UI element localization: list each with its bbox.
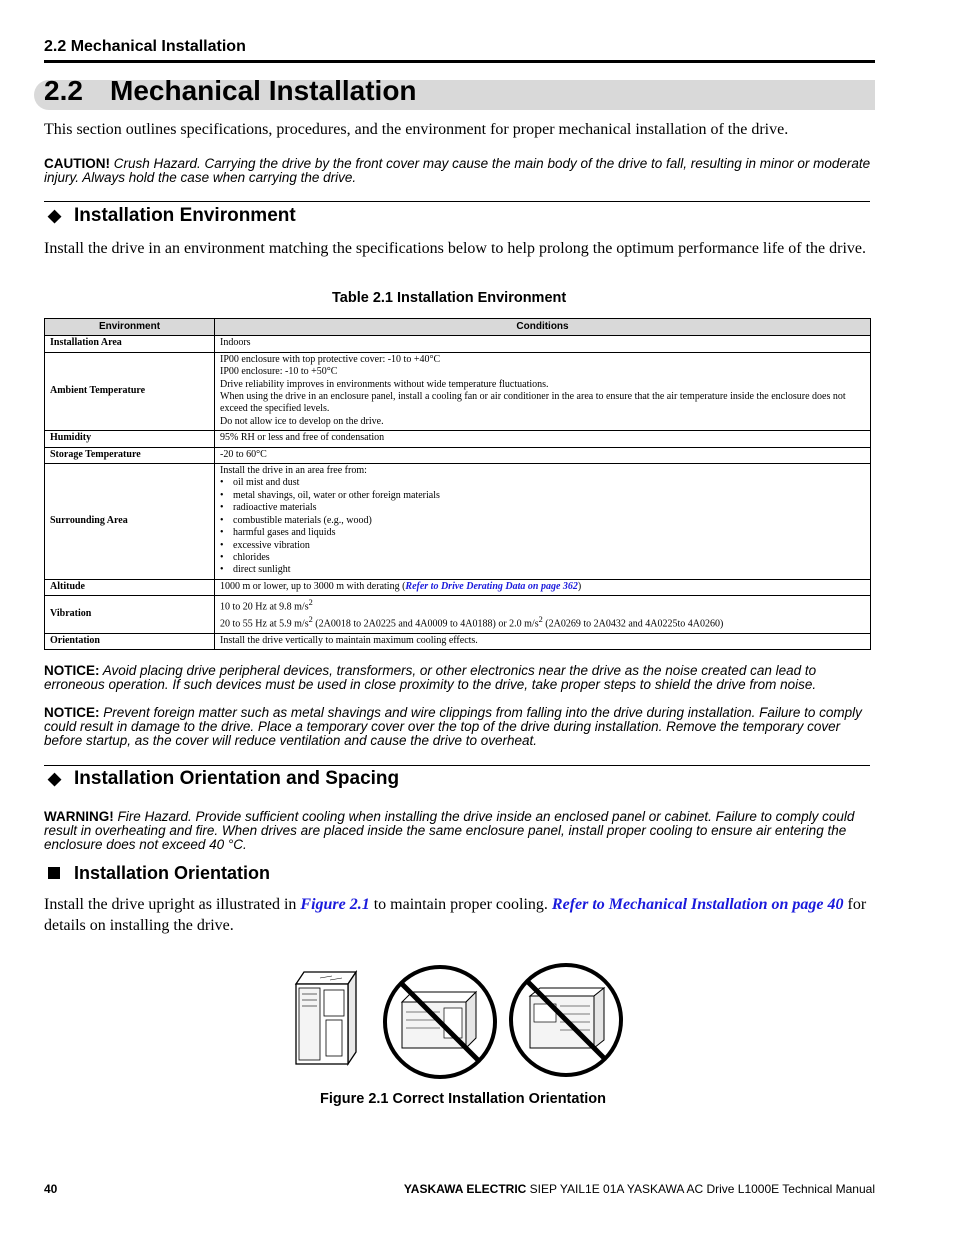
superscript: 2	[308, 614, 313, 624]
orientation-text-post: for details on installing the drive.	[44, 896, 867, 934]
section-title-env	[48, 205, 296, 227]
condition-line: 95% RH or less and free of condensation	[220, 432, 385, 444]
diamond-icon: ◆	[48, 769, 62, 788]
notice-label: NOTICE:	[44, 705, 100, 720]
table-row	[45, 464, 871, 580]
horizontal-drive-no-icon	[385, 967, 495, 1077]
altitude-text-pre: 1000 m or lower, up to 3000 m with derating (	[220, 580, 406, 592]
section-rule-orient	[44, 765, 870, 766]
table-row	[45, 431, 871, 447]
env-cell: Humidity	[45, 431, 215, 447]
mechanical-installation-link[interactable]: Refer to Mechanical Installation on page 40	[551, 896, 844, 913]
caution-label: CAUTION!	[44, 156, 110, 171]
caution-text: Crush Hazard. Carrying the drive by the front cover may cause the main body of the drive to fall, resulting in minor or moderate injury. Always hold the case when carrying the drive.	[44, 156, 871, 185]
table-header-row	[45, 319, 871, 336]
env-cell: Vibration	[45, 596, 215, 633]
notice-2	[44, 706, 874, 748]
condition-line: Indoors	[220, 337, 251, 349]
env-cell: Orientation	[45, 633, 215, 649]
diamond-icon: ◆	[48, 206, 62, 225]
conditions-cell	[215, 579, 871, 595]
bullet-item: • chlorides	[220, 552, 865, 564]
condition-line: IP00 enclosure: -10 to +50°C	[220, 366, 338, 378]
condition-line: Drive reliability improves in environments without wide temperature fluctuations.	[220, 378, 549, 390]
conditions-cell	[215, 596, 871, 633]
installation-environment-table	[44, 318, 871, 650]
orientation-text-pre: Install the drive upright as illustrated in	[44, 896, 301, 913]
conditions-cell	[215, 352, 871, 430]
footer-manual: SIEP YAIL1E 01A YASKAWA AC Drive L1000E Technical Manual	[526, 1182, 875, 1196]
condition-line	[220, 597, 865, 614]
superscript: 2	[538, 614, 543, 624]
upright-drive-illustration	[296, 972, 356, 1064]
altitude-text-post: )	[577, 580, 582, 592]
notice-1	[44, 664, 874, 692]
orientation-paragraph	[44, 894, 874, 936]
table-row	[45, 336, 871, 352]
condition-line: When using the drive in an enclosure panel, install a cooling fan or air conditioner in the area to ensure that the air temperature inside the enclosure does not exceed the specified levels.	[220, 391, 846, 415]
chapter-number: 2.2	[44, 75, 83, 106]
env-cell: Altitude	[45, 579, 215, 595]
conditions-cell	[215, 336, 871, 352]
page-number: 40	[44, 1182, 58, 1196]
bullet-item: • harmful gases and liquids	[220, 527, 865, 539]
section-title-orient-text: Installation Orientation and Spacing	[74, 768, 400, 789]
figure-caption: Figure 2.1 Correct Installation Orientation	[320, 1091, 607, 1107]
env-cell: Ambient Temperature	[45, 352, 215, 430]
bullet-item: • combustible materials (e.g., wood)	[220, 515, 865, 527]
orientation-figure	[290, 960, 630, 1080]
notice-text: Avoid placing drive peripheral devices, transformers, or other electronics near the drive as the noise created can lead to erroneous operation. If such devices must be used in close proximity to the drive, take proper steps to shield the drive from noise.	[44, 663, 817, 692]
superscript: 2	[308, 598, 313, 608]
vibration-line2c: (2A0269 to 2A0432 and 4A0225to 4A0260)	[542, 618, 724, 630]
running-header: 2.2 Mechanical Installation	[44, 38, 246, 55]
table-header-conditions: Conditions	[215, 319, 871, 336]
warning-label: WARNING!	[44, 809, 114, 824]
figure-2-1-link[interactable]: Figure 2.1	[300, 896, 370, 913]
header-rule	[44, 60, 875, 63]
conditions-cell	[215, 633, 871, 649]
vibration-line1: 10 to 20 Hz at 9.8 m/s	[220, 601, 309, 613]
env-paragraph: Install the drive in an environment matching the specifications below to help prolong the optimum performance life of the drive.	[44, 240, 866, 257]
table-row	[45, 596, 871, 633]
table-row	[45, 579, 871, 595]
subsection-title-text: Installation Orientation	[74, 863, 271, 883]
table-header-environment: Environment	[45, 319, 215, 336]
section-rule-env	[44, 201, 870, 202]
square-bullet-icon	[48, 867, 60, 879]
condition-line	[220, 614, 865, 631]
condition-line: Install the drive in an area free from:	[220, 465, 367, 477]
notice-text: Prevent foreign matter such as metal shavings and wire clippings from falling into the drive during installation. Failure to comply could result in damage to the drive. Place a temporary cover over the top of the drive during installation. Remove the temporary cover before startup, as the cover will reduce ventilation and cause the drive to overheat.	[44, 705, 862, 748]
notice-label: NOTICE:	[44, 663, 100, 678]
bullet-item: • radioactive materials	[220, 502, 865, 514]
footer-manual-title	[404, 1182, 875, 1196]
bullet-item: • oil mist and dust	[220, 477, 865, 489]
condition-line: -20 to 60°C	[220, 448, 267, 460]
conditions-cell	[215, 464, 871, 580]
chapter-title	[44, 75, 417, 107]
section-title-orient	[48, 768, 399, 790]
env-cell: Surrounding Area	[45, 464, 215, 580]
table-row	[45, 633, 871, 649]
vibration-line2a: 20 to 55 Hz at 5.9 m/s	[220, 618, 309, 630]
warning-text: Fire Hazard. Provide sufficient cooling when installing the drive inside an enclosed panel or cabinet. Failure to comply could result in overheating and fire. When drives are placed inside the same enclosure panel, install proper cooling to ensure air entering the enclosure does not exceed 40 °C.	[44, 809, 855, 852]
env-cell: Installation Area	[45, 336, 215, 352]
warning-note	[44, 810, 874, 852]
caution-note	[44, 157, 874, 185]
sideways-drive-no-icon	[511, 965, 621, 1075]
chapter-title-text: Mechanical Installation	[110, 75, 417, 106]
conditions-cell	[215, 447, 871, 463]
condition-line: Install the drive vertically to maintain maximum cooling effects.	[220, 634, 478, 646]
conditions-cell	[215, 431, 871, 447]
intro-paragraph: This section outlines specifications, procedures, and the environment for proper mechanical installation of the drive.	[44, 121, 789, 138]
bullet-item: • excessive vibration	[220, 540, 865, 552]
section-title-env-text: Installation Environment	[74, 205, 296, 226]
bullet-item: • direct sunlight	[220, 564, 865, 576]
derating-link[interactable]: Refer to Drive Derating Data on page 362	[405, 580, 578, 592]
orientation-text-mid: to maintain proper cooling.	[369, 896, 552, 913]
footer-brand: YASKAWA ELECTRIC	[403, 1182, 527, 1196]
table-caption: Table 2.1 Installation Environment	[332, 290, 567, 306]
table-row	[45, 352, 871, 430]
subsection-title-orientation	[48, 863, 270, 884]
condition-line: Do not allow ice to develop on the drive.	[220, 415, 384, 427]
bullet-item: • metal shavings, oil, water or other foreign materials	[220, 490, 865, 502]
env-cell: Storage Temperature	[45, 447, 215, 463]
vibration-line2b: (2A0018 to 2A0225 and 4A0009 to 4A0188) or 2.0 m/s	[312, 618, 539, 630]
table-row	[45, 447, 871, 463]
condition-line: IP00 enclosure with top protective cover: -10 to +40°C	[220, 353, 441, 365]
